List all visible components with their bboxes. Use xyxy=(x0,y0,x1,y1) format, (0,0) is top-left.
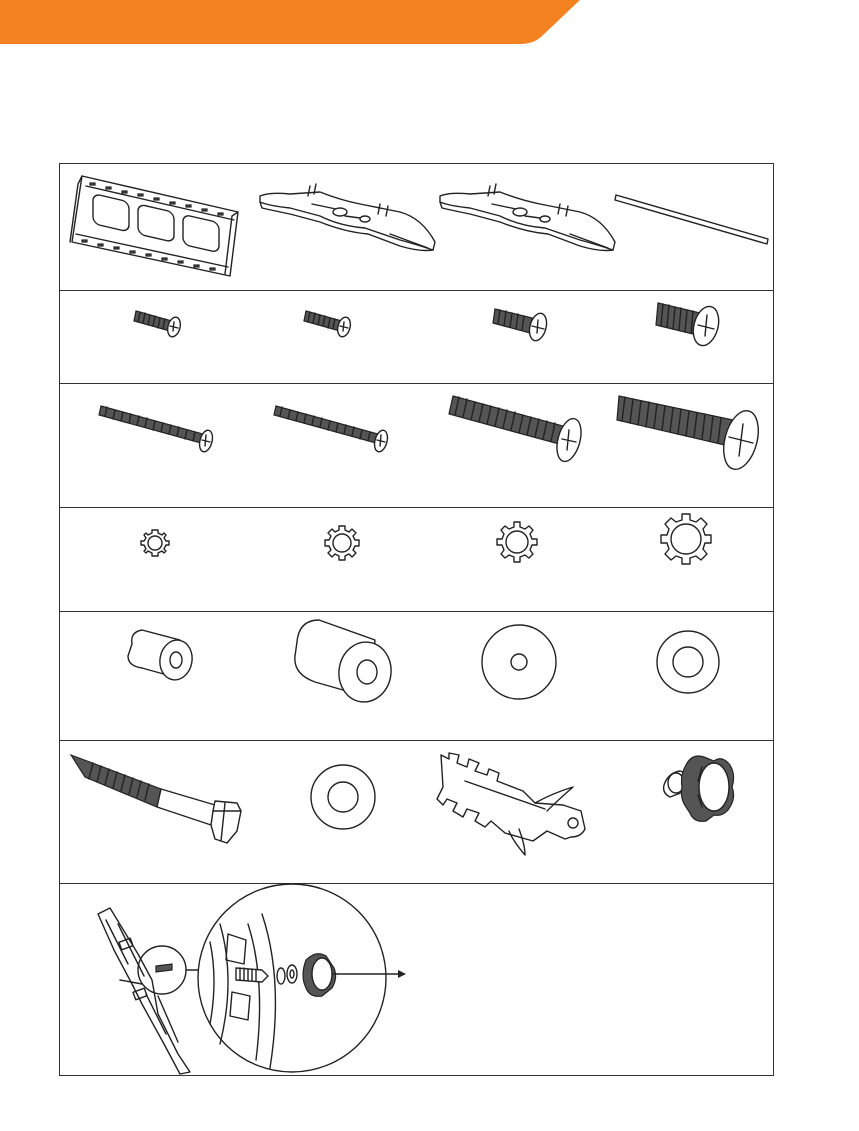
wall-anchor xyxy=(435,741,605,883)
flat-washer-large xyxy=(475,612,565,740)
parts-grid xyxy=(59,163,774,1076)
screw-m4-short xyxy=(130,291,190,383)
row-long-screws xyxy=(60,384,773,508)
wall-plate xyxy=(60,164,240,290)
screw-m8-long xyxy=(615,384,775,507)
lag-bolt xyxy=(65,741,245,883)
lock-washer-m5 xyxy=(320,508,364,611)
mounting-arm-right xyxy=(430,164,620,290)
assembly-illustration xyxy=(60,884,420,1077)
row-assembly-detail xyxy=(60,884,773,1077)
row-spacers-washers xyxy=(60,612,773,741)
knob xyxy=(640,741,750,883)
screw-m5-long xyxy=(270,384,400,507)
screw-m8-short xyxy=(650,291,740,383)
screw-m4-long xyxy=(95,384,225,507)
screw-m5-short xyxy=(300,291,360,383)
mounting-arm-left xyxy=(250,164,440,290)
screw-m6-short xyxy=(490,291,560,383)
lock-washer-m8 xyxy=(655,508,717,611)
lock-washer-m4 xyxy=(135,508,175,611)
row-wall-anchors xyxy=(60,741,773,884)
spacer-small xyxy=(120,612,200,740)
rod xyxy=(610,164,775,290)
lag-washer xyxy=(305,741,385,883)
row-short-screws xyxy=(60,291,773,384)
screw-m6-long xyxy=(445,384,590,507)
row-lock-washers xyxy=(60,508,773,612)
spacer-large xyxy=(285,612,395,740)
header-banner xyxy=(0,0,580,44)
row-mounting-hardware xyxy=(60,164,773,291)
flat-washer-small xyxy=(650,612,730,740)
lock-washer-m6 xyxy=(492,508,542,611)
